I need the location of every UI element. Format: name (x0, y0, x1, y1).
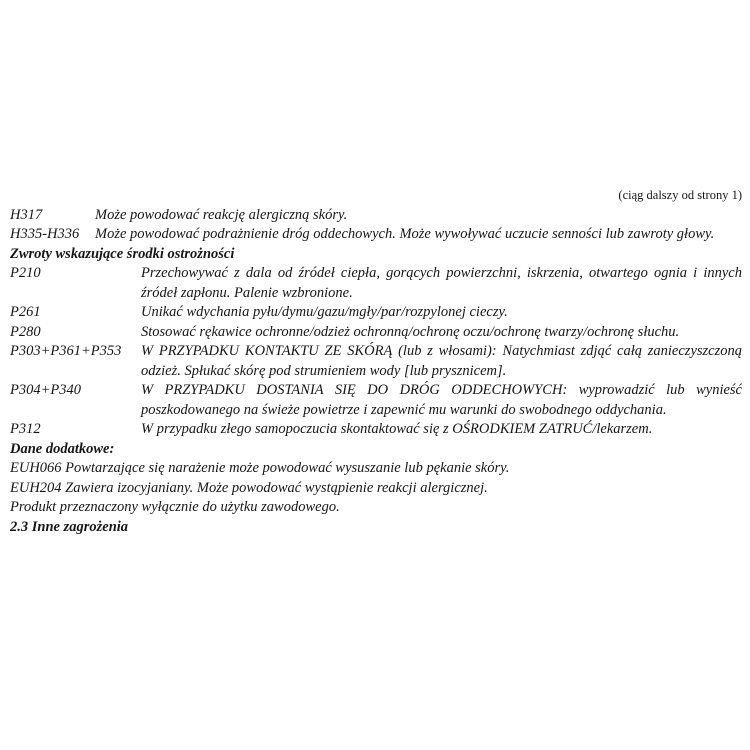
precautionary-text: W przypadku złego samopoczucia skontaktować się z OŚRODKIEM ZATRUĆ/lekarzem. (141, 421, 653, 437)
continuation-note: (ciąg dalszy od strony 1) (618, 188, 742, 202)
precautionary-text: W PRZYPADKU DOSTANIA SIĘ DO DRÓG ODDECHOWYCH: wyprowadzić lub wynieść poszkodowanego na świeże powietrze i zapewnić mu warunki do swobodnego oddychania. (141, 382, 742, 418)
precautionary-text: Stosować rękawice ochronne/odzież ochronną/ochronę oczu/ochronę twarzy/ochronę słuchu. (141, 323, 680, 340)
hazard-code: H317 (10, 206, 43, 223)
precautionary-code: P210 (10, 265, 41, 281)
precautionary-statement-row (10, 420, 742, 440)
precautionary-statement-row (10, 342, 742, 381)
precautionary-code: P280 (10, 323, 41, 340)
hazard-statement-row (10, 225, 742, 245)
professional-use-note: Produkt przeznaczony wyłącznie do użytku zawodowego. (10, 499, 340, 515)
hazard-text: Może powodować podrażnienie dróg oddechowych. Może wywoływać uczucie senności lub zawroty głowy. (95, 226, 715, 242)
hazard-statement-row (10, 206, 742, 226)
clipped-next-section-heading: 2.3 Inne zagrożenia (10, 518, 129, 535)
precautionary-code: P304+P340 (10, 382, 81, 398)
precautionary-code: P303+P361+P353 (10, 343, 122, 359)
euh066-statement: EUH066 Powtarzające się narażenie może powodować wysuszanie lub pękanie skóry. (10, 460, 510, 476)
precautionary-code: P312 (10, 421, 41, 437)
precautionary-text: W PRZYPADKU KONTAKTU ZE SKÓRĄ (lub z włosami): Natychmiast zdjąć całą zanieczyszczoną odzież. Spłukać skórę pod strumieniem wody [lub prysznicem]. (141, 343, 742, 379)
hazard-text: Może powodować reakcję alergiczną skóry. (95, 206, 348, 223)
precautionary-section-heading: Zwroty wskazujące środki ostrożności (10, 245, 235, 262)
additional-data-heading: Dane dodatkowe: (10, 440, 115, 457)
precautionary-statement-row (10, 323, 742, 343)
precautionary-text: Unikać wdychania pyłu/dymu/gazu/mgły/par/rozpylonej cieczy. (141, 304, 508, 320)
precautionary-text: Przechowywać z dala od źródeł ciepła, gorących powierzchni, iskrzenia, otwartego ognia i innych źródeł zapłonu. Palenie wzbronione. (141, 265, 742, 301)
euh204-statement: EUH204 Zawiera izocyjaniany. Może powodować wystąpienie reakcji alergicznej. (10, 479, 488, 496)
document-text-block (10, 186, 742, 581)
precautionary-statement-row (10, 381, 742, 420)
precautionary-statement-row (10, 264, 742, 303)
hazard-code: H335-H336 (10, 226, 80, 242)
precautionary-statement-row (10, 303, 742, 323)
precautionary-code: P261 (10, 304, 41, 320)
